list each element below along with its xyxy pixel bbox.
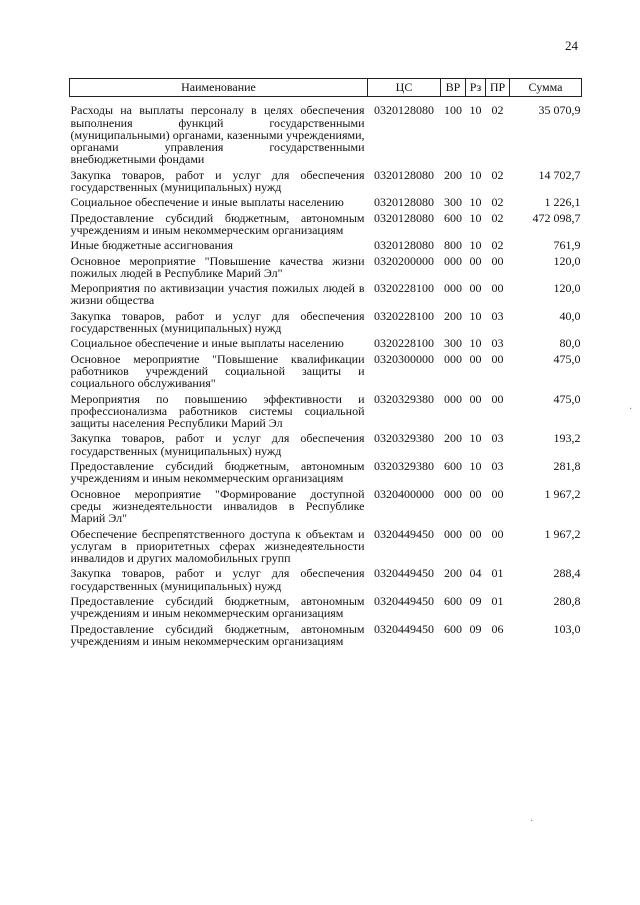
row-sum: 475,0 <box>553 391 581 406</box>
row-rz: 10 <box>469 195 482 210</box>
row-name: Закупка товаров, работ и услуг для обеспечения государственных (муниципальных) нужд <box>70 167 365 195</box>
row-pr: 00 <box>491 351 504 366</box>
row-vr: 600 <box>444 593 462 608</box>
row-sum: 14 702,7 <box>538 167 581 182</box>
budget-table <box>69 78 582 649</box>
row-sum: 193,2 <box>553 431 581 446</box>
row-sum: 80,0 <box>559 336 581 351</box>
row-pr: 00 <box>491 281 504 296</box>
row-vr: 100 <box>444 103 462 118</box>
row-sum: 1 967,2 <box>544 486 581 501</box>
row-vr: 000 <box>444 253 462 268</box>
page-number: 24 <box>565 38 578 53</box>
header-name: Наименование <box>70 79 368 97</box>
row-sum: 1 967,2 <box>544 526 581 541</box>
row-vr: 000 <box>444 281 462 296</box>
row-name: Обеспечение беспрепятственного доступа к объектам и услугам в приоритетных сферах жизнедеятельности инвалидов и других маломобильных групп <box>70 526 365 566</box>
header-sum: Сумма <box>510 79 582 97</box>
row-sum: 1 226,1 <box>544 195 581 210</box>
table-body <box>70 97 582 649</box>
row-code: 0320449450 <box>374 621 434 636</box>
row-code: 0320200000 <box>374 253 434 268</box>
row-pr: 00 <box>491 253 504 268</box>
row-pr: 02 <box>491 103 504 118</box>
scan-mark: · <box>629 404 633 415</box>
row-code: 0320128080 <box>374 167 434 182</box>
row-rz: 10 <box>469 238 482 253</box>
scan-mark: · <box>530 816 534 827</box>
row-rz: 09 <box>469 593 482 608</box>
header-code: ЦС <box>368 79 441 97</box>
row-pr: 02 <box>491 167 504 182</box>
row-vr: 000 <box>444 351 462 366</box>
row-vr: 300 <box>444 195 462 210</box>
row-code: 0320400000 <box>374 486 434 501</box>
row-rz: 10 <box>469 103 482 118</box>
row-name: Предоставление субсидий бюджетным, автономным учреждениям и иным некоммерческим организациям <box>70 593 365 621</box>
table-row <box>70 487 582 527</box>
row-pr: 00 <box>491 486 504 501</box>
table-row <box>70 211 582 239</box>
table-row <box>70 352 582 392</box>
row-sum: 475,0 <box>553 351 581 366</box>
row-code: 0320449450 <box>374 593 434 608</box>
table-row <box>70 566 582 594</box>
row-rz: 00 <box>469 391 482 406</box>
row-vr: 600 <box>444 621 462 636</box>
row-vr: 600 <box>444 210 462 225</box>
table-row <box>70 594 582 622</box>
row-code: 0320128080 <box>374 195 434 210</box>
row-sum: 120,0 <box>553 253 581 268</box>
row-rz: 00 <box>469 486 482 501</box>
row-pr: 00 <box>491 526 504 541</box>
row-sum: 40,0 <box>559 308 581 323</box>
row-code: 0320329380 <box>374 431 434 446</box>
row-pr: 02 <box>491 210 504 225</box>
row-sum: 35 070,9 <box>538 103 581 118</box>
header-pr: ПР <box>486 79 510 97</box>
table-row <box>70 238 582 253</box>
header-rz: Рз <box>466 79 486 97</box>
row-code: 0320449450 <box>374 526 434 541</box>
row-sum: 472 098,7 <box>532 210 581 225</box>
table-row <box>70 336 582 351</box>
row-code: 0320128080 <box>374 210 434 225</box>
row-name: Основное мероприятие "Формирование доступной среды жизнедеятельности инвалидов в Республике Марий Эл" <box>70 486 365 526</box>
row-code: 0320228100 <box>374 281 434 296</box>
row-name: Основное мероприятие "Повышение качества жизни пожилых людей в Республике Марий Эл" <box>70 253 365 280</box>
row-sum: 281,8 <box>553 459 581 474</box>
row-pr: 00 <box>491 391 504 406</box>
row-sum: 120,0 <box>553 281 581 296</box>
row-name: Предоставление субсидий бюджетным, автономным учреждениям и иным некоммерческим организациям <box>70 210 365 237</box>
row-vr: 000 <box>444 526 462 541</box>
table-row <box>70 195 582 210</box>
table-row <box>70 103 582 167</box>
row-code: 0320228100 <box>374 336 434 351</box>
row-vr: 200 <box>444 566 462 581</box>
row-rz: 00 <box>469 253 482 268</box>
table-row <box>70 168 582 196</box>
row-sum: 280,8 <box>553 593 581 608</box>
row-pr: 03 <box>491 459 504 474</box>
row-sum: 288,4 <box>553 566 581 581</box>
row-pr: 01 <box>491 566 504 581</box>
row-name: Мероприятия по повышению эффективности и профессионализма работников системы социальной защиты населения Республики Марий Эл <box>70 391 365 431</box>
row-name: Иные бюджетные ассигнования <box>70 238 233 253</box>
row-name: Социальное обеспечение и иные выплаты населению <box>70 336 344 351</box>
row-vr: 300 <box>444 336 462 351</box>
row-name: Предоставление субсидий бюджетным, автономным учреждениям и иным некоммерческим организациям <box>70 459 365 486</box>
row-rz: 10 <box>469 459 482 474</box>
row-vr: 800 <box>444 238 462 253</box>
row-vr: 000 <box>444 486 462 501</box>
table-row <box>70 431 582 459</box>
table-row <box>70 281 582 309</box>
row-rz: 00 <box>469 281 482 296</box>
row-vr: 000 <box>444 391 462 406</box>
row-pr: 01 <box>491 593 504 608</box>
row-name: Закупка товаров, работ и услуг для обеспечения государственных (муниципальных) нужд <box>70 431 365 458</box>
row-name: Расходы на выплаты персоналу в целях обеспечения выполнения функций государственными (муниципальными) органами, казенными учреждениями, органами управления государственными внебюджетными фондами <box>70 103 365 167</box>
row-name: Социальное обеспечение и иные выплаты населению <box>70 195 344 210</box>
row-code: 0320128080 <box>374 238 434 253</box>
row-rz: 00 <box>469 526 482 541</box>
row-name: Мероприятия по активизации участия пожилых людей в жизни общества <box>70 281 365 308</box>
row-pr: 03 <box>491 431 504 446</box>
row-rz: 10 <box>469 167 482 182</box>
row-pr: 06 <box>491 621 504 636</box>
header-vr: ВР <box>441 79 466 97</box>
table-row <box>70 254 582 282</box>
row-rz: 10 <box>469 336 482 351</box>
table-header <box>70 79 582 97</box>
table-row <box>70 392 582 432</box>
row-sum: 103,0 <box>553 621 581 636</box>
row-vr: 200 <box>444 167 462 182</box>
row-vr: 200 <box>444 431 462 446</box>
row-pr: 03 <box>491 308 504 323</box>
row-code: 0320300000 <box>374 351 434 366</box>
row-code: 0320228100 <box>374 308 434 323</box>
row-code: 0320449450 <box>374 566 434 581</box>
row-rz: 00 <box>469 351 482 366</box>
row-name: Предоставление субсидий бюджетным, автономным учреждениям и иным некоммерческим организациям <box>70 621 365 648</box>
row-name: Закупка товаров, работ и услуг для обеспечения государственных (муниципальных) нужд <box>70 308 365 336</box>
table-row <box>70 459 582 487</box>
row-vr: 600 <box>444 459 462 474</box>
row-pr: 02 <box>491 238 504 253</box>
row-code: 0320329380 <box>374 391 434 406</box>
table-row <box>70 622 582 650</box>
table-row <box>70 309 582 337</box>
row-rz: 10 <box>469 210 482 225</box>
row-code: 0320329380 <box>374 459 434 474</box>
row-sum: 761,9 <box>553 238 581 253</box>
table-row <box>70 527 582 567</box>
row-vr: 200 <box>444 308 462 323</box>
row-rz: 09 <box>469 621 482 636</box>
row-code: 0320128080 <box>374 103 434 118</box>
row-pr: 03 <box>491 336 504 351</box>
row-rz: 04 <box>469 566 482 581</box>
row-pr: 02 <box>491 195 504 210</box>
row-rz: 10 <box>469 308 482 323</box>
row-name: Основное мероприятие "Повышение квалификации работников учреждений социальной защиты и социального обслуживания" <box>70 351 365 391</box>
row-name: Закупка товаров, работ и услуг для обеспечения государственных (муниципальных) нужд <box>70 566 365 593</box>
row-rz: 10 <box>469 431 482 446</box>
